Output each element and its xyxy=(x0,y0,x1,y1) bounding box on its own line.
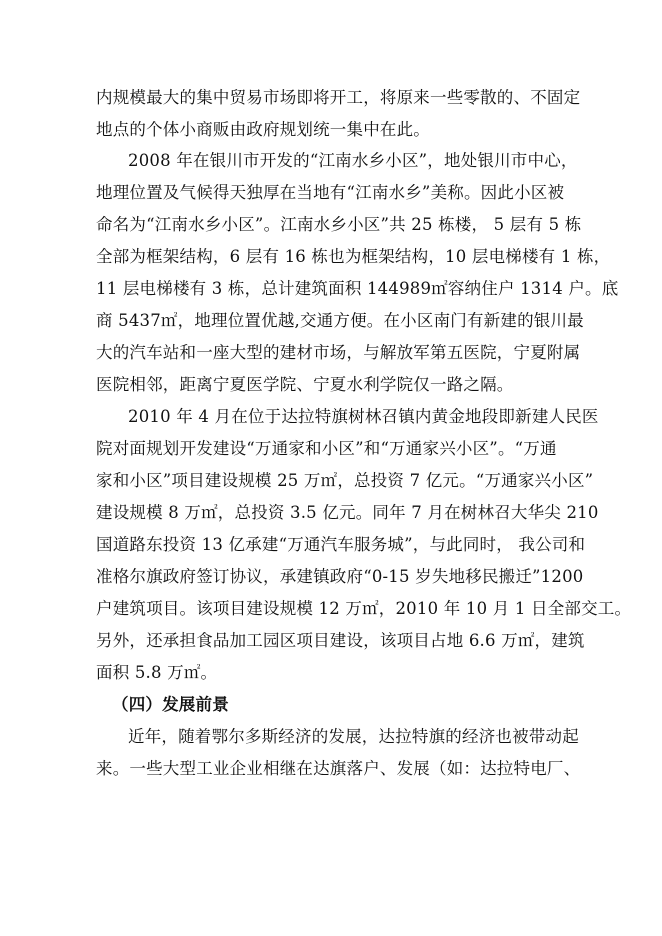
text-line: 院对面规划开发建设“万通家和小区”和“万通家兴小区”。“万通 xyxy=(96,439,557,458)
text-line: 国道路东投资 13 亿承建“万通汽车服务城”，与此同时， 我公司和 xyxy=(96,535,586,554)
text-line: 内规模最大的集中贸易市场即将开工，将原来一些零散的、不固定 xyxy=(96,88,581,107)
text-line: 户建筑项目。该项目建设规模 12 万㎡，2010 年 10 月 1 日全部交工。 xyxy=(96,599,632,618)
text-line: 地点的个体小商贩由政府规划统一集中在此。 xyxy=(96,120,430,139)
text-line: 来。一些大型工业企业相继在达旗落户、发展（如：达拉特电厂、 xyxy=(96,759,581,778)
text-line: 商 5437㎡，地理位置优越,交通方便。在小区南门有新建的银川最 xyxy=(96,311,584,330)
text-line: 建设规模 8 万㎡，总投资 3.5 亿元。同年 7 月在树林召大华尖 210 xyxy=(96,503,599,522)
text-line: 地理位置及气候得天独厚在当地有“江南水乡”美称。因此小区被 xyxy=(96,183,565,202)
text-line: 全部为框架结构，6 层有 16 栋也为框架结构，10 层电梯楼有 1 栋， xyxy=(96,247,611,266)
text-line: 大的汽车站和一座大型的建材市场，与解放军第五医院，宁夏附属 xyxy=(96,343,581,362)
text-line: 家和小区”项目建设规模 25 万㎡，总投资 7 亿元。“万通家兴小区” xyxy=(96,471,594,490)
text-line: 准格尔旗政府签订协议，承建镇政府“0-15 岁失地移民搬迁”1200 xyxy=(96,567,584,586)
text-line: 近年，随着鄂尔多斯经济的发展，达拉特旗的经济也被带动起 xyxy=(128,727,579,746)
text-line: 2010 年 4 月在位于达拉特旗树林召镇内黄金地段即新建人民医 xyxy=(128,407,599,426)
text-line: 医院相邻，距离宁夏医学院、宁夏水利学院仅一路之隔。 xyxy=(96,375,514,394)
text-line: 2008 年在银川市开发的“江南水乡小区”，地处银川市中心， xyxy=(128,151,578,170)
section-heading: （四）发展前景 xyxy=(112,695,229,714)
text-line: 命名为“江南水乡小区”。江南水乡小区”共 25 栋楼， 5 层有 5 栋 xyxy=(96,215,582,234)
text-line: 面积 5.8 万㎡。 xyxy=(96,663,218,682)
text-line: 11 层电梯楼有 3 栋，总计建筑面积 144989㎡容纳住户 1314 户。底 xyxy=(96,279,619,298)
text-line: 另外，还承担食品加工园区项目建设，该项目占地 6.6 万㎡，建筑 xyxy=(96,631,585,650)
